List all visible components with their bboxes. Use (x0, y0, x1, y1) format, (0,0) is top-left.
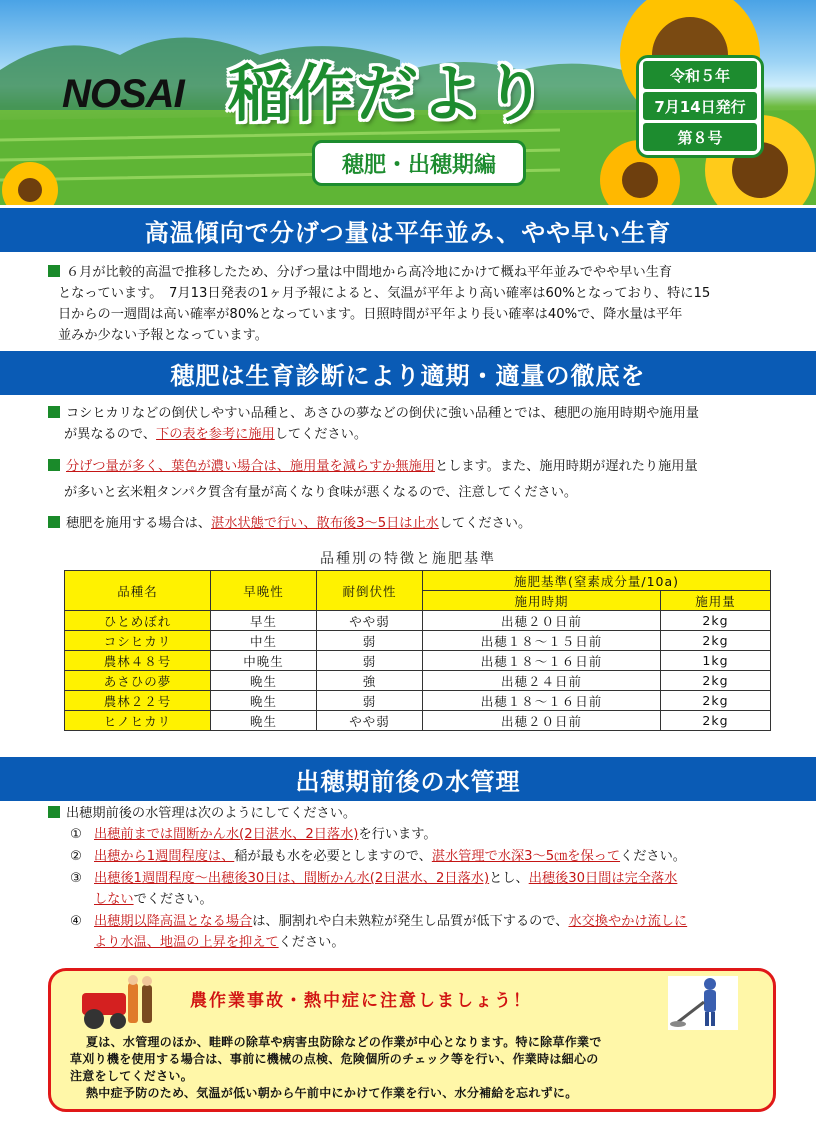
variety-fertilizer-table (64, 570, 771, 731)
water-item-4: ④ 出穂期以降高温となる場合は、胴割れや白未熟粒が発生し品質が低下するので、水交換やかけ流しに より水温、地温の上昇を抑えてください。 (70, 914, 688, 950)
water-item-2: ② 出穂から1週間程度は、稲が最も水を必要としますので、湛水管理で水深3～5㎝を保ってください。 (70, 849, 686, 864)
growth-paragraph: ６月が比較的高温で推移したため、分げつ量は中間地から高冷地にかけて概ね平年並みでやや早い生育 となっています。 7月13日発表の1ヶ月予報によると、気温が平年より高い確率は60%となっており、特に15 日からの一週間は高い確率が80%となっています。日照時間が平年より長い確率は40%で、降水量は平年 並みか少ない予報となっています。 (48, 262, 788, 346)
table-row: コシヒカリ 中生 弱 出穂１８～１５日前 2kg (65, 631, 771, 651)
issue-info-box (636, 55, 764, 158)
nosai-logo: NOSAI (62, 72, 184, 116)
tractor-farmers-illustration (80, 975, 160, 1031)
notice-title: 農作業事故・熱中症に注意しましょう！ (190, 991, 532, 1011)
section-heading-growth: 高温傾向で分げつ量は平年並み、やや早い生育 (0, 208, 816, 252)
bullet-icon (48, 459, 60, 471)
water-intro: 出穂期前後の水管理は次のようにしてください。 (48, 803, 788, 824)
edition-subtitle: 穂肥・出穂期編 (312, 140, 526, 186)
table-row: あさひの夢 晩生 強 出穂２４日前 2kg (65, 671, 771, 691)
water-item-1: ① 出穂前までは間断かん水(2日湛水、2日落水)を行います。 (70, 827, 437, 842)
bullet-icon (48, 806, 60, 818)
table-row: ヒノヒカリ 晩生 やや弱 出穂２０日前 2kg (65, 711, 771, 731)
header-variety: 品種名 (65, 571, 211, 611)
notice-body: 夏は、水管理のほか、畦畔の除草や病害虫防除などの作業が中心となります。特に除草作業で 草刈り機を使用する場合は、事前に機械の点検、危険個所のチェック等を行い、作業時は細心の 注意をしてください。 熱中症予防のため、気温が低い朝から午前中にかけて作業を行い、水分補給を忘れずに。 (70, 1035, 602, 1100)
header-standard: 施肥基準(窒素成分量/10a) (423, 571, 771, 591)
fertilizer-paragraph-3: 穂肥を施用する場合は、湛水状態で行い、散布後3～5日は止水してください。 (48, 513, 788, 534)
issue-date: 7月14日発行 (643, 92, 757, 120)
section-heading-water: 出穂期前後の水管理 (0, 757, 816, 801)
bullet-icon (48, 516, 60, 528)
table-caption: 品種別の特徴と施肥基準 (320, 551, 496, 567)
table-row: ひとめぼれ 早生 やや弱 出穂２０日前 2kg (65, 611, 771, 631)
bullet-icon (48, 265, 60, 277)
newsletter-title: 稲作だより (228, 57, 549, 130)
header-maturity: 早晩性 (211, 571, 317, 611)
bullet-icon (48, 406, 60, 418)
fertilizer-paragraph-1: コシヒカリなどの倒伏しやすい品種と、あさひの夢などの倒伏に強い品種とでは、穂肥の施用時期や施用量 が異なるので、下の表を参考に施用してください。 (48, 403, 788, 445)
header-timing: 施用時期 (423, 591, 661, 611)
table-row: 農林２２号 晩生 弱 出穂１８～１６日前 2kg (65, 691, 771, 711)
header-amount: 施用量 (661, 591, 771, 611)
grass-cutter-worker-illustration (668, 976, 738, 1030)
section-heading-fertilizer: 穂肥は生育診断により適期・適量の徹底を (0, 351, 816, 395)
table-row: 農林４８号 中晩生 弱 出穂１８～１６日前 1kg (65, 651, 771, 671)
water-item-3: ③ 出穂後1週間程度～出穂後30日は、間断かん水(2日湛水、2日落水)とし、出穂後30日間は完全落水 しないでください。 (70, 871, 678, 907)
issue-era-year: 令和５年 (643, 61, 757, 89)
header-lodging: 耐倒伏性 (317, 571, 423, 611)
fertilizer-paragraph-2: 分げつ量が多く、葉色が濃い場合は、施用量を減らすか無施用とします。また、施用時期が遅れたり施用量 が多いと玄米粗タンパク質含有量が高くなり食味が悪くなるので、注意してください。 (48, 456, 788, 503)
issue-number: 第８号 (643, 123, 757, 151)
